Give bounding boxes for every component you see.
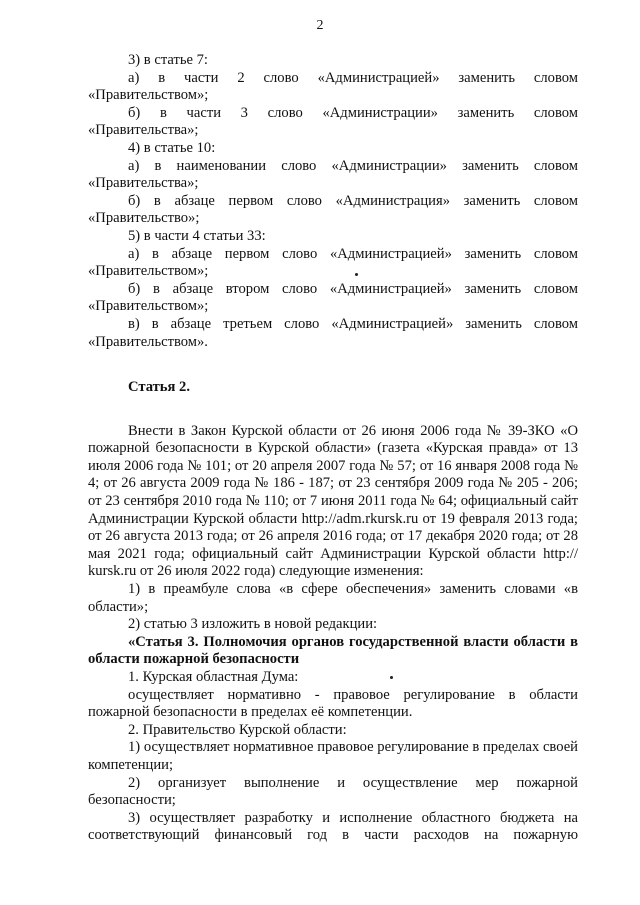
paragraph: 3) в статье 7: [128, 52, 208, 68]
paragraph: а) в абзаце первом слово «Администрацией» заменить словом «Правительством»; [88, 245, 578, 280]
paragraph: 1. Курская областная Дума: [128, 669, 299, 685]
paragraph: 2) статью 3 изложить в новой редакции: [128, 616, 378, 633]
new-article-title: «Статья 3. Полномочия органов государственной власти области в области пожарной безопасности [88, 633, 578, 668]
paragraph: 5) в части 4 статьи 33: [128, 227, 266, 244]
paragraph: Внести в Закон Курской области от 26 июня 2006 года № 39-ЗКО «О пожарной безопасности в Курской области» (газета «Курская правда» от 13 июля 2006 года № 101; от 20 апреля 2007 года № 57; от 16 января 2008 года № 4; от 26 августа 2009 года № 186 - 187; от 23 сентября 2009 года № 205 - 206; от 23 сентября 2010 года № 110; от 7 июня 2011 года № 64; официальный сайт Администрации Курской области http://adm.rkursk.ru от 19 февраля 2013 года; от 26 августа 2013 года; от 26 апреля 2016 года; от 17 декабря 2020 года; от 28 мая 2021 года; официальный сайт Администрации Курской области http:// kursk.ru от 26 июля 2022 года) следующие изменения: [88, 422, 578, 580]
paragraph: а) в наименовании слово «Администрации» заменить словом «Правительства»; [88, 157, 578, 192]
page-number: 2 [316, 18, 324, 33]
paragraph: 3) осуществляет разработку и исполнение областного бюджета на соответствующий финансовый год в части расходов на пожарную [88, 809, 578, 844]
paragraph: в) в абзаце третьем слово «Администрацией» заменить словом «Правительством». [88, 315, 578, 350]
paragraph: б) в абзаце втором слово «Администрацией» заменить словом «Правительством»; [88, 280, 578, 315]
paragraph: 1) осуществляет нормативное правовое регулирование в пределах своей компетенции; [88, 739, 578, 773]
scan-speck [355, 273, 358, 276]
paragraph: 1) в преамбуле слова «в сфере обеспечения» заменить словами «в области»; [88, 581, 578, 615]
paragraph: 2. Правительство Курской области: [128, 721, 347, 738]
paragraph: осуществляет нормативно - правовое регулирование в области пожарной безопасности в пределах её компетенции. [88, 686, 578, 721]
article-heading: Статья 2. [128, 379, 190, 396]
paragraph: б) в части 3 слово «Администрации» заменить словом «Правительства»; [88, 104, 578, 139]
document-body [88, 52, 578, 845]
scan-speck [390, 676, 393, 679]
paragraph: а) в части 2 слово «Администрацией» заменить словом «Правительством»; [88, 69, 578, 104]
paragraph: 4) в статье 10: [128, 139, 216, 156]
paragraph: б) в абзаце первом слово «Администрация» заменить словом «Правительство»; [88, 192, 578, 227]
paragraph: 2) организует выполнение и осуществление мер пожарной безопасности; [88, 774, 578, 809]
